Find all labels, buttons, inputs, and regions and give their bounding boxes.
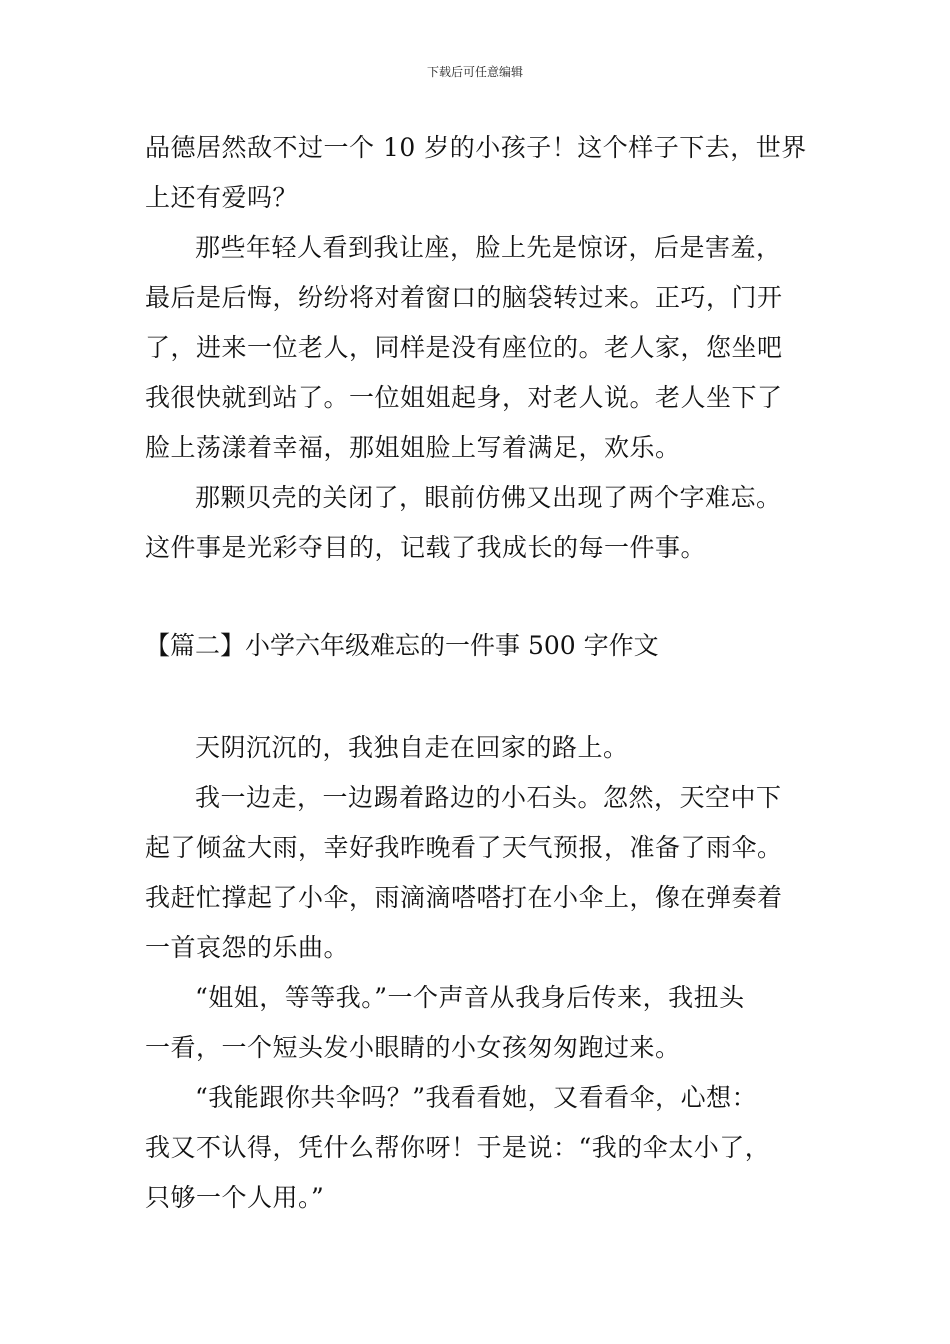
page-header: 下载后可任意编辑	[426, 65, 523, 79]
paragraph-line: 上还有爱吗？	[145, 183, 299, 212]
paragraph-line: 起了倾盆大雨，幸好我昨晚看了天气预报，准备了雨伞。	[145, 833, 783, 862]
paragraph-line: “我能跟你共伞吗？”我看看她，又看看伞，心想：	[195, 1083, 758, 1112]
paragraph-line: 脸上荡漾着幸福，那姐姐脸上写着满足，欢乐。	[145, 433, 681, 462]
paragraph-line: “姐姐，等等我。”一个声音从我身后传来，我扭头	[195, 983, 745, 1012]
paragraph-line: 品德居然敌不过一个 10 岁的小孩子！这个样子下去，世界	[145, 133, 807, 162]
paragraph-line: 天阴沉沉的，我独自走在回家的路上。	[195, 733, 629, 762]
paragraph-line: 这件事是光彩夺目的，记载了我成长的每一件事。	[145, 533, 707, 562]
paragraph-line: 我赶忙撑起了小伞，雨滴滴嗒嗒打在小伞上，像在弹奏着	[145, 883, 783, 912]
paragraph-line: 了，进来一位老人，同样是没有座位的。老人家，您坐吧	[145, 333, 783, 362]
paragraph-line: 我一边走，一边踢着路边的小石头。忽然，天空中下	[195, 783, 782, 812]
paragraph-line: 我又不认得，凭什么帮你呀！于是说：“我的伞太小了，	[145, 1133, 771, 1162]
paragraph-line: 最后是后悔，纷纷将对着窗口的脑袋转过来。正巧，门开	[145, 283, 783, 312]
paragraph-line: 那颗贝壳的关闭了，眼前仿佛又出现了两个字难忘。	[195, 483, 782, 512]
paragraph-line: 一看，一个短头发小眼睛的小女孩匆匆跑过来。	[145, 1033, 681, 1062]
paragraph-line: 我很快就到站了。一位姐姐起身，对老人说。老人坐下了	[145, 383, 783, 412]
paragraph-line: 只够一个人用。”	[145, 1183, 325, 1212]
paragraph-line: 一首哀怨的乐曲。	[145, 933, 350, 962]
paragraph-line: 那些年轻人看到我让座，脸上先是惊讶，后是害羞，	[195, 233, 782, 262]
section-heading: 【篇二】小学六年级难忘的一件事 500 字作文	[145, 631, 659, 660]
